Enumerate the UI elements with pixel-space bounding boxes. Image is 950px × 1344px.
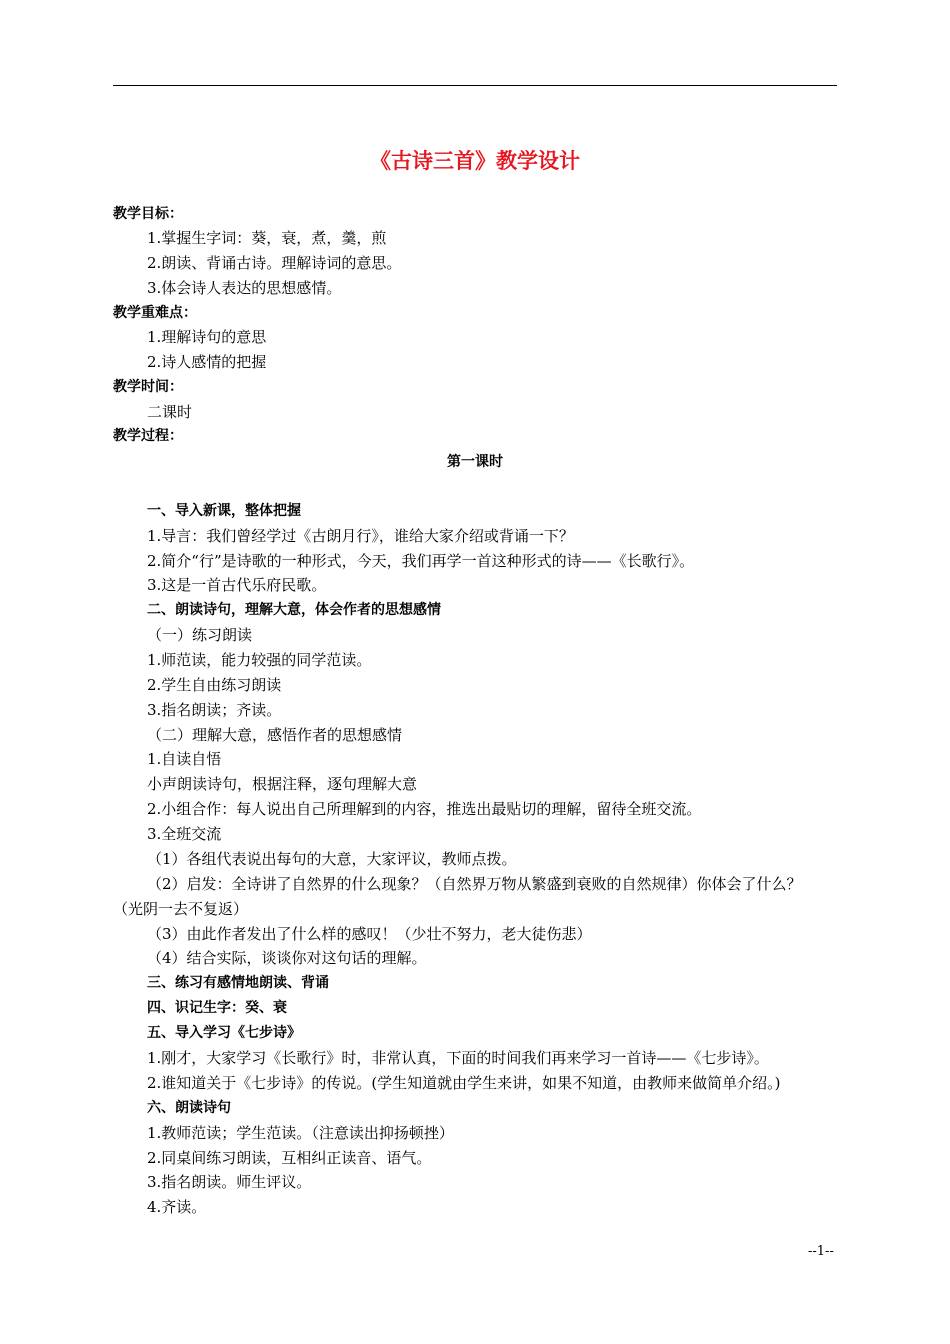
body-text-line: 4.齐读。 xyxy=(147,1198,207,1216)
body-text-line: 2.同桌间练习朗读，互相纠正读音、语气。 xyxy=(147,1149,432,1167)
body-text-line: 3.这是一首古代乐府民歌。 xyxy=(147,576,327,594)
body-text-line: 1.自读自悟 xyxy=(147,750,222,768)
body-text-line: 2.简介“行”是诗歌的一种形式，今天，我们再学一首这种形式的诗——《长歌行》。 xyxy=(147,552,695,570)
section-heading: 教学重难点： xyxy=(113,305,197,321)
body-text-line: 小声朗读诗句，根据注释，逐句理解大意 xyxy=(147,775,418,793)
section-heading: 一、导入新课，整体把握 xyxy=(147,503,301,519)
body-text-line: 1.师范读，能力较强的同学范读。 xyxy=(147,651,372,669)
body-text-line: 2.诗人感情的把握 xyxy=(147,353,267,371)
body-text-line: 3.全班交流 xyxy=(147,825,222,843)
body-text-line: 1.掌握生字词：葵，衰，煮，羹，煎 xyxy=(147,229,387,247)
body-text-line: 2.小组合作：每人说出自己所理解到的内容，推选出最贴切的理解，留待全班交流。 xyxy=(147,800,702,818)
document-title: 《古诗三首》教学设计 xyxy=(370,149,580,173)
body-text-line: （3）由此作者发出了什么样的感叹！（少壮不努力，老大徒伤悲） xyxy=(147,925,592,943)
body-text-line: 二课时 xyxy=(147,403,193,421)
body-text-line: （1）各组代表说出每句的大意，大家评议，教师点拨。 xyxy=(147,850,517,868)
body-text-line: （一）练习朗读 xyxy=(147,626,253,644)
section-heading: 三、练习有感情地朗读、背诵 xyxy=(147,975,329,991)
body-text-line: （4）结合实际，谈谈你对这句话的理解。 xyxy=(147,949,427,967)
body-text-line: 1.理解诗句的意思 xyxy=(147,328,267,346)
body-text-line: 3.指名朗读；齐读。 xyxy=(147,701,282,719)
section-heading: 教学过程： xyxy=(113,428,183,444)
section-heading: 六、朗读诗句 xyxy=(147,1100,231,1116)
body-text-line: 1.教师范读；学生范读。（注意读出抑扬顿挫） xyxy=(147,1124,454,1142)
section-heading: 四、识记生字：癸、衰 xyxy=(147,1000,287,1016)
body-text-line: 2.朗读、背诵古诗。理解诗词的意思。 xyxy=(147,254,402,272)
section-heading: 教学时间： xyxy=(113,379,183,395)
body-text-line: 3.指名朗读。师生评议。 xyxy=(147,1173,312,1191)
body-text-line: （2）启发：全诗讲了自然界的什么现象？（自然界万物从繁盛到衰败的自然规律）你体会了什么？ xyxy=(147,875,802,893)
body-text-line: 1.刚才，大家学习《长歌行》时，非常认真，下面的时间我们再来学习一首诗——《七步诗》。 xyxy=(147,1049,769,1067)
section-heading: 第一课时 xyxy=(447,454,503,470)
header-rule xyxy=(113,85,837,86)
body-text-line: （光阴一去不复返） xyxy=(113,900,249,918)
page-number: --1-- xyxy=(808,1244,834,1259)
body-text-line: 3.体会诗人表达的思想感情。 xyxy=(147,279,342,297)
body-text-line: 2.谁知道关于《七步诗》的传说。(学生知道就由学生来讲，如果不知道，由教师来做简单介绍。) xyxy=(147,1074,781,1092)
section-heading: 教学目标： xyxy=(113,206,183,222)
section-heading: 二、朗读诗句，理解大意，体会作者的思想感情 xyxy=(147,602,441,618)
body-text-line: 2.学生自由练习朗读 xyxy=(147,676,282,694)
body-text-line: （二）理解大意，感悟作者的思想感情 xyxy=(147,726,403,744)
body-text-line: 1.导言：我们曾经学过《古朗月行》，谁给大家介绍或背诵一下？ xyxy=(147,527,574,545)
section-heading: 五、导入学习《七步诗》 xyxy=(147,1025,301,1041)
